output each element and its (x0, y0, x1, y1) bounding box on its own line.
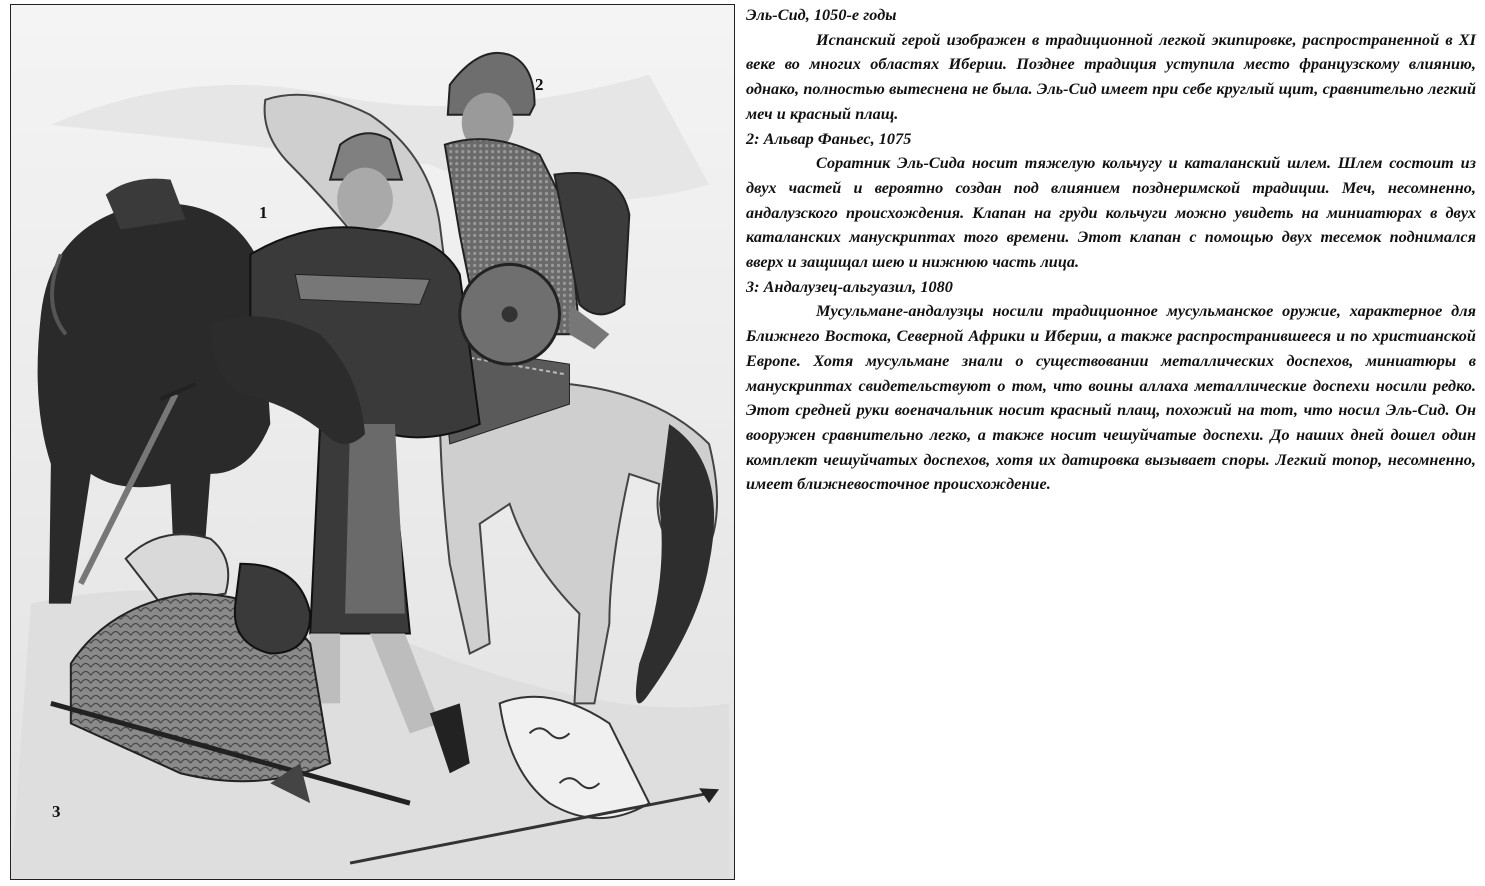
caption-title-2: 2: Альвар Фаньес, 1075 (746, 129, 912, 148)
caption-body-2: Соратник Эль-Сида носит тяжелую кольчугу и каталанский шлем. Шлем состоит из двух частей и вероятно создан под влиянием позднеримской традиции. Меч, несомненно, андалузского происхождения. Клапан на груди кольчуги можно увидеть на миниатюрах в двух каталанских манускриптах того времени. Этот клапан с помощью двух тесемок поднимался вверх и защищал шею и нижнюю часть лица. (746, 154, 1476, 272)
caption-title-3: 3: Андалузец-альгуазил, 1080 (746, 277, 953, 296)
figure-label-2: 2 (535, 75, 544, 94)
figure-label-3: 3 (52, 802, 61, 821)
caption-column (746, 3, 1476, 497)
caption-body-3: Мусульмане-андалузцы носили традиционное мусульманское оружие, характерное для Ближнего Востока, Северной Африки и Иберии, а также распространившееся и по христианской Европе. Хотя мусульмане знали о существовании металлических доспехов, миниатюры в манускриптах свидетельствуют о том, что воины аллаха металлические доспехи носили редко. Этот средней руки военачальник носит красный плащ, похожий на тот, что носил Эль-Сид. Он вооружен сравнительно легко, а также носит чешуйчатые доспехи. До наших дней дошел один комплект чешуйчатых доспехов, хотя их датировка вызывает споры. Легкий топор, несомненно, имеет ближневосточное происхождение. (746, 302, 1476, 494)
figure-label-1: 1 (259, 203, 268, 222)
caption-body-1: Испанский герой изображен в традиционной легкой экипировке, распространенной в XI веке во многих областях Иберии. Позднее традиция уступила место французскому влиянию, однако, полностью вытеснена не была. Эль-Сид имеет при себе круглый щит, сравнительно легкий меч и красный плащ. (746, 30, 1476, 123)
illustration-plate (10, 4, 735, 880)
caption-title-1: Эль-Сид, 1050-е годы (746, 6, 897, 24)
warriors-illustration (11, 5, 734, 879)
